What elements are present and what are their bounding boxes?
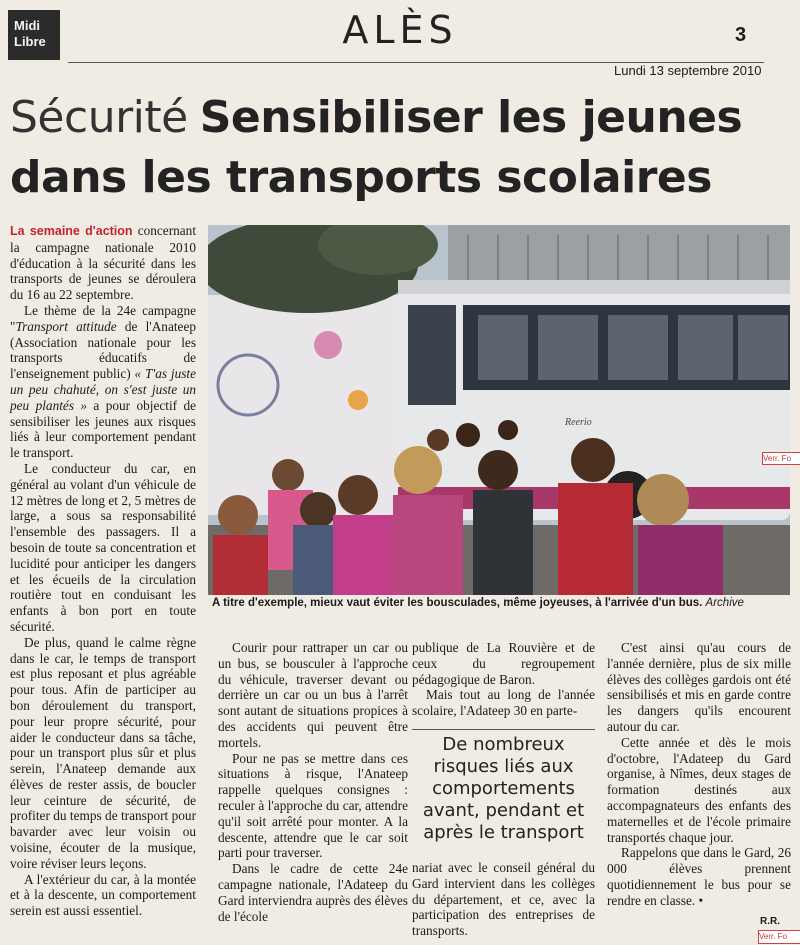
photo-credit: Archive	[705, 597, 744, 609]
campaign-slogan: « T'as juste un peu chahuté, on s'est juste un peu plantés »	[10, 366, 196, 413]
paragraph-risks: Courir pour rattraper un car ou un bus, se bousculer à l'approche du véhicule, traverser devant ou derrière un car ou un bus à l'arrêt sont autant de situations propices à des accidents qui peuvent être mortels.	[218, 640, 408, 750]
paragraph-last-year: C'est ainsi qu'au cours de l'année dernière, plus de six mille élèves des collèges gardois ont été sensibilisés et mis en garde contre les dangers qu'ils encourent autour du car.	[607, 640, 791, 734]
pull-quote: De nombreux risques liés aux comportements avant, pendant et après le transport	[412, 729, 595, 844]
article-column-3-continued	[412, 860, 595, 939]
photo-caption	[212, 597, 790, 609]
article-headline	[10, 88, 790, 208]
paragraph-schools: publique de La Rouvière et de ceux du regroupement pédagogique de Baron.	[412, 640, 595, 687]
paragraph-theme	[10, 303, 196, 461]
page-number: 3	[735, 24, 747, 46]
article-column-3	[412, 640, 595, 719]
paragraph-text: concernant la campagne nationale 2010 d'éducation à la sécurité dans les transports de jeunes se déroulera du 16 au 22 septembre.	[10, 223, 197, 303]
author-signature: R.R.	[760, 916, 780, 927]
bus-text: Reerio	[565, 417, 592, 428]
article-photo	[208, 225, 790, 595]
paragraph-text: de l'Anateep (Association nationale pour les transports éducatifs de l'enseignement public)	[10, 318, 197, 382]
article-column-4	[607, 640, 791, 909]
campaign-name: Transport attitude	[15, 318, 117, 334]
article-column-1	[10, 223, 196, 919]
section-title: ALÈS	[342, 8, 458, 52]
paragraph-year: Mais tout au long de l'année scolaire, l'Adateep 30 en parte-	[412, 687, 595, 719]
archive-stamp: Verr. Fo	[762, 452, 800, 465]
bus-scene-image	[208, 225, 790, 595]
paragraph-calm: De plus, quand le calme règne dans le car, le temps de transport est plus reposant et plus agréable pour tous. Afin de participer au bon déroulement du transport, pour leur propre sécurité, pour aider le conducteur dans sa tâche, pour un transport plus sûr et plus serein, l'Anateep demande aux élèves de rester assis, de boucler leur ceinture de sécurité, de profiter du temps de transport pour bavarder avec leur voisin ou voisine, écouter de la musique, voire réviser leurs leçons.	[10, 634, 196, 871]
paragraph-intro	[10, 223, 196, 303]
paragraph-outside: A l'extérieur du car, à la montée et à la descente, un comportement serein est aussi essentiel.	[10, 871, 196, 919]
issue-date: Lundi 13 septembre 2010	[614, 63, 762, 78]
paragraph-text: a pour objectif de sensibiliser les jeunes aux risques liés à leur comportement pendant le transport.	[10, 397, 197, 461]
article-column-2	[218, 640, 408, 924]
newspaper-logo: Midi Libre	[8, 10, 60, 60]
paragraph-campaign: Dans le cadre de cette 24e campagne nationale, l'Adateep du Gard interviendra auprès des élèves de l'école	[218, 861, 408, 924]
paragraph-training: Cette année et dès le mois d'octobre, l'Adateep du Gard organise, à Nîmes, deux stages de formation destinés aux accompagnateurs des enfants des maternelles et de l'école primaire transportés chaque jour.	[607, 734, 791, 845]
archive-stamp: Verr. Fo	[758, 930, 800, 944]
paragraph-partnership: nariat avec le conseil général du Gard intervient dans les collèges du département, et ce, avec la participation des entreprises de transports.	[412, 860, 595, 939]
lead-in: La semaine d'action	[10, 224, 133, 238]
headline-kicker: Sécurité	[10, 92, 188, 143]
paragraph-figures: Rappelons que dans le Gard, 26 000 élèves prennent quotidiennement le bus pour se rendre en classe. •	[607, 845, 791, 908]
paragraph-driver: Le conducteur du car, en général au volant d'un véhicule de 12 mètres de long et 2, 5 mètres de large, a sous sa responsabilité l'ensemble des passagers. Il a besoin de toute sa concentration et lucidité pour anticiper les dangers et les écueils de la circulation routière tout en conduisant les enfants à bon port en toute sécurité.	[10, 460, 196, 634]
paragraph-advice: Pour ne pas se mettre dans ces situations à risque, l'Anateep rappelle quelques consignes : reculer à l'approche du car, attendre qu'il soit arrêté pour monter. A la descente, attendre que le car soit parti pour traverser.	[218, 750, 408, 861]
headline-title: Sensibiliser les jeunes dans les transports scolaires	[10, 92, 743, 203]
paragraph-text: Le thème de la 24e campagne "	[10, 302, 196, 334]
caption-text: A titre d'exemple, mieux vaut éviter les bousculades, même joyeuses, à l'arrivée d'un bus.	[212, 597, 703, 609]
